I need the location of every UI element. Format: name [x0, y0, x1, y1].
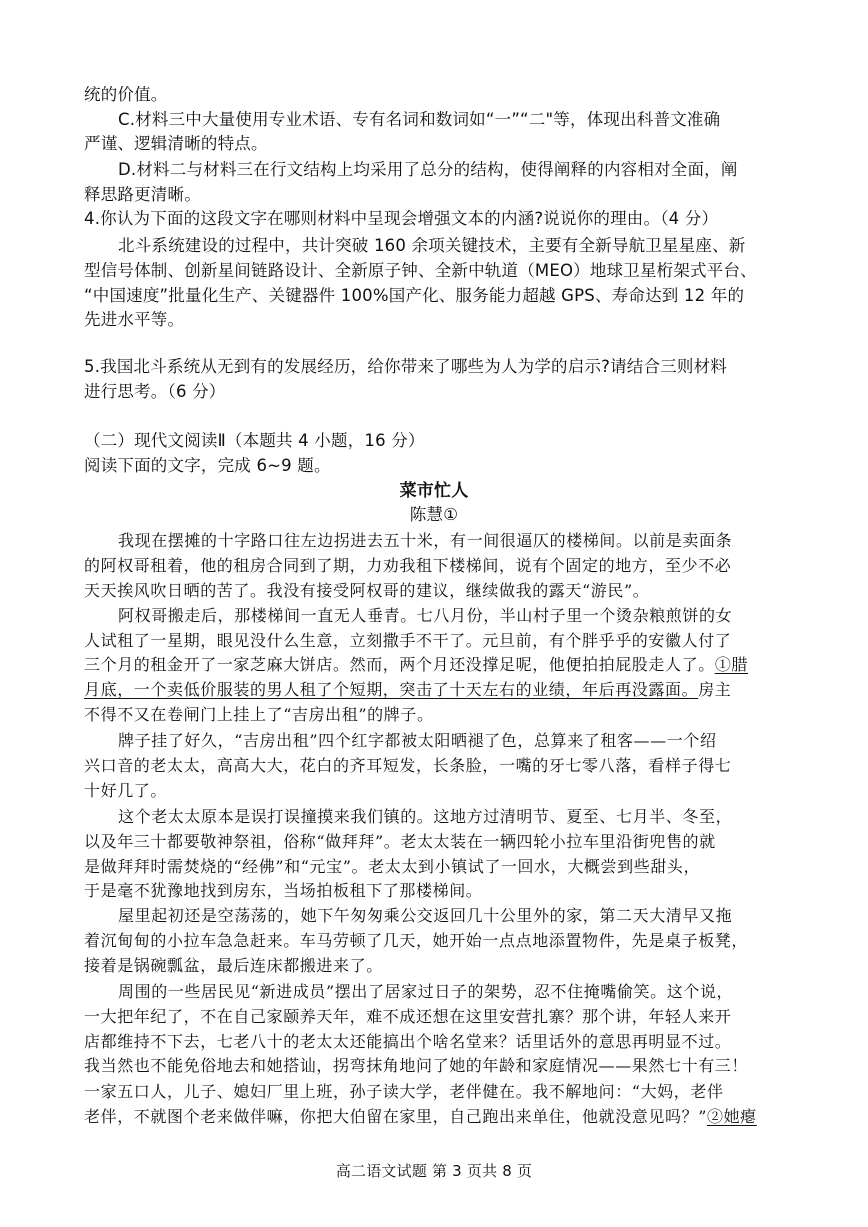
article-line: 牌子挂了好久，“吉房出租”四个红字都被太阳晒褪了色，总算来了租客——一个绍: [118, 731, 717, 750]
text-line: “中国速度”批量化生产、关键器件 100%国产化、服务能力超越 GPS、寿命达到 12 年的: [84, 286, 745, 305]
text-line: 统的价值。: [84, 85, 168, 104]
article-line: [84, 654, 786, 676]
article-line: 着沉甸甸的小拉车急急赶来。车马劳顿了几天，她开始一点点地添置物件，先是桌子板凳，: [84, 931, 749, 950]
underlined-sentence-1: 月底，一个卖低价服装的男人租了个短期，突击了十天左右的业绩，年后再没露面。: [84, 680, 699, 699]
page-footer: 高二语文试题 第 3 页共 8 页: [335, 1162, 533, 1180]
option-d: D.材料二与材料三在行文结构上均采用了总分的结构，使得阐释的内容相对全面，阐: [118, 160, 738, 179]
article-line: 屋里起初还是空荡荡的，她下午匆匆乘公交返回几十公里外的家，第二天大清早又拖: [118, 906, 733, 925]
text-line: 进行思考。（6 分）: [84, 382, 226, 401]
underlined-sentence-2: ②她瘪: [706, 1107, 757, 1126]
article-line: 接着是锅碗瓢盆，最后连床都搬进来了。: [84, 956, 383, 975]
section-instruction: 阅读下面的文字，完成 6~9 题。: [84, 456, 331, 475]
article-line: 一家五口人，儿子、媳妇厂里上班，孙子读大学，老伴健在。我不解地问：“大妈，老伴: [84, 1082, 724, 1101]
article-line: [84, 1106, 786, 1128]
text-segment: 房主: [698, 680, 732, 699]
text-line: 北斗系统建设的过程中，共计突破 160 余项关键技术，主要有全新导航卫星星座、新: [118, 236, 746, 255]
article-line: 店都维持不下去，七老八十的老太太还能搞出个啥名堂来？话里话外的意思再明显不过。: [84, 1032, 732, 1051]
text-line: 严谨、逻辑清晰的特点。: [84, 134, 268, 153]
article-line: 十好几了。: [84, 781, 168, 800]
article-line: 天天挨风吹日晒的苦了。我没有接受阿权哥的建议，继续做我的露天“游民”。: [84, 581, 650, 600]
question-4: 4.你认为下面的这段文字在哪则材料中呈现会增强文本的内涵?说说你的理由。（4 分）: [84, 209, 719, 228]
article-line: 是做拜拜时需焚烧的“经佛”和“元宝”。老太太到小镇试了一回水，大概尝到些甜头，: [84, 857, 701, 876]
article-line: 兴口音的老太太，高高大大，花白的齐耳短发，长条脸，一嘴的牙七零八落，看样子得七: [84, 756, 732, 775]
text-line: 先进水平等。: [84, 310, 185, 329]
option-c: C.材料三中大量使用专业术语、专有名词和数词如“一”“二"等，体现出科普文准确: [118, 110, 721, 129]
article-line: 以及年三十都要敬神祭祖，俗称“做拜拜”。老太太装在一辆四轮小拉车里沿街兜售的就: [84, 832, 716, 851]
text-segment: 老伴，不就图个老来做伴嘛，你把大伯留在家里，自己跑出来单住，他就没意见吗？”: [84, 1107, 707, 1126]
underlined-sentence-1: ①腊: [714, 655, 749, 674]
article-author: 陈慧①: [409, 505, 459, 524]
question-5: 5.我国北斗系统从无到有的发展经历，给你带来了哪些为人为学的启示?请结合三则材料: [84, 357, 728, 376]
article-line: 一大把年纪了，不在自己家颐养天年，难不成还想在这里安营扎寨？那个讲，年轻人来开: [84, 1007, 732, 1026]
text-line: 型信号体制、创新星间链路设计、全新原子钟、全新中轨道（MEO）地球卫星桁架式平台、: [84, 261, 757, 280]
text-segment: 三个月的租金开了一家芝麻大饼店。然而，两个月还没撑足呢，他便拍拍屁股走人了。: [84, 655, 715, 674]
article-line: 阿权哥搬走后，那楼梯间一直无人垂青。七八月份，半山村子里一个烫杂粮煎饼的女: [118, 606, 733, 625]
article-title: 菜市忙人: [399, 481, 469, 501]
text-line: 释思路更清晰。: [84, 185, 201, 204]
article-line: 人试租了一星期，眼见没什么生意，立刻撒手不干了。元旦前，有个胖乎乎的安徽人付了: [84, 631, 732, 650]
article-line: [84, 679, 786, 701]
section-heading: （二）现代文阅读Ⅱ（本题共 4 小题，16 分）: [84, 431, 425, 450]
article-line: 周围的一些居民见“新进成员”摆出了居家过日子的架势，忍不住掩嘴偷笑。这个说，: [118, 982, 734, 1001]
article-line: 这个老太太原本是误打误撞摸来我们镇的。这地方过清明节、夏至、七月半、冬至，: [118, 807, 733, 826]
article-line: 于是毫不犹豫地找到房东，当场拍板租下了那楼梯间。: [84, 881, 483, 900]
article-line: 我当然也不能免俗地去和她搭讪，拐弯抹角地问了她的年龄和家庭情况——果然七十有三！: [84, 1056, 749, 1075]
article-line: 我现在摆摊的十字路口往左边拐进去五十米，有一间很逼仄的楼梯间。以前是卖面条: [118, 531, 733, 550]
article-line: 不得不又在卷闸门上挂上了“吉房出租”的牌子。: [84, 705, 434, 724]
article-line: 的阿权哥租着，他的租房合同到了期，力劝我租下楼梯间，说有个固定的地方，至少不必: [84, 556, 732, 575]
